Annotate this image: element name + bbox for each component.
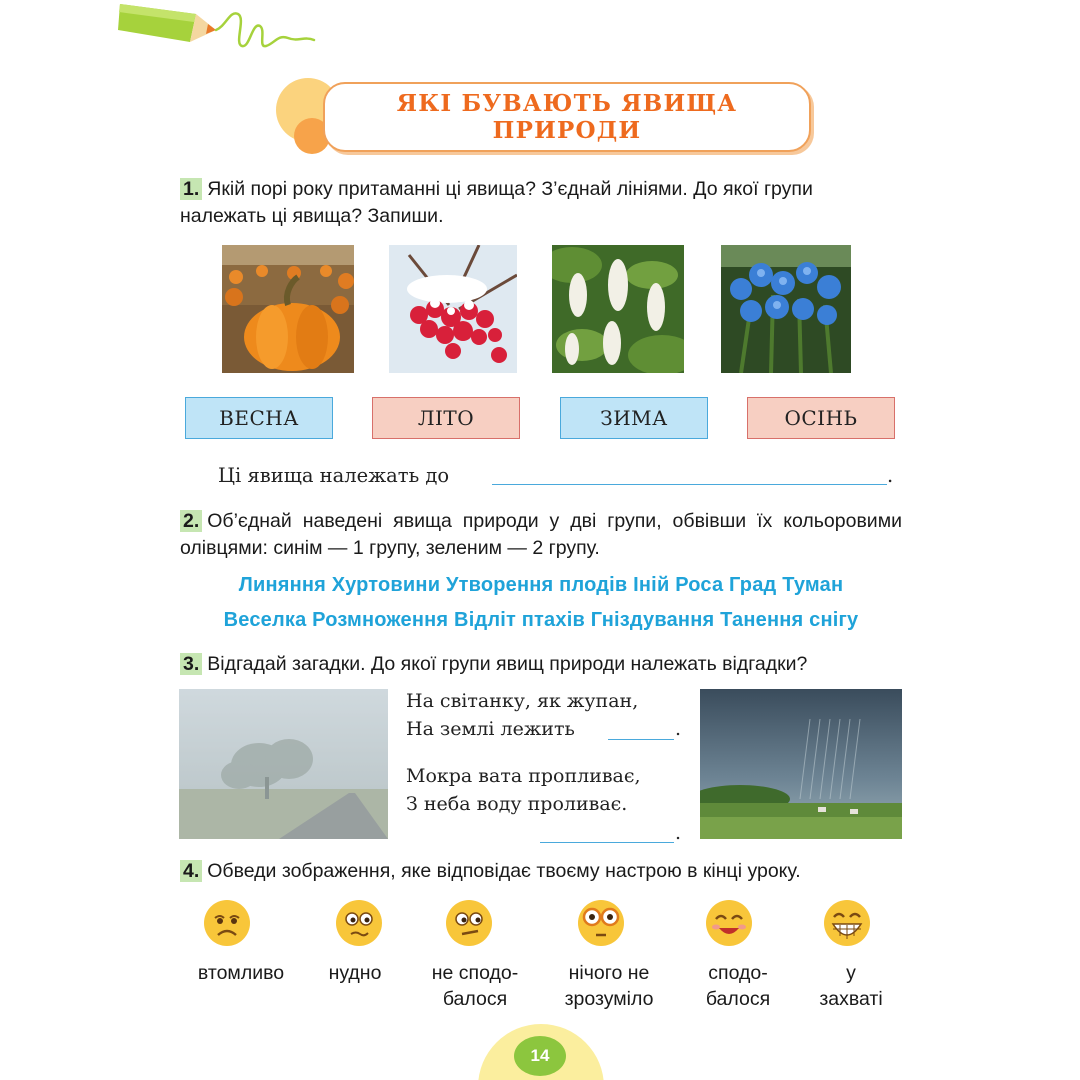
task-number: 1. bbox=[180, 178, 202, 200]
disliked-face-icon[interactable] bbox=[444, 898, 494, 948]
fog-photo bbox=[179, 689, 388, 839]
task-number: 4. bbox=[180, 860, 202, 882]
pencil-icon bbox=[118, 0, 328, 70]
task-3 bbox=[180, 651, 902, 678]
page-number: 14 bbox=[514, 1036, 566, 1076]
season-card-autumn[interactable] bbox=[747, 397, 895, 439]
rowan-snow-photo bbox=[389, 245, 517, 373]
season-label: ВЕСНА bbox=[219, 406, 299, 430]
page-title bbox=[323, 82, 811, 152]
delighted-face-icon[interactable] bbox=[822, 898, 872, 948]
task-text: Відгадай загадки. До якої групи явищ природи належать відгадки? bbox=[207, 653, 808, 675]
riddle-1-answer-blank[interactable] bbox=[608, 739, 674, 740]
task-text: Обведи зображення, яке відповідає твоєму настрою в кінці уроку. bbox=[207, 860, 801, 882]
riddle-2-dot: . bbox=[675, 822, 682, 844]
fill-in-end: . bbox=[887, 464, 894, 487]
answer-blank[interactable] bbox=[492, 484, 887, 485]
mood-label-delighted: у захваті bbox=[819, 962, 883, 1010]
bored-face-icon[interactable] bbox=[334, 898, 384, 948]
task-number: 2. bbox=[180, 510, 202, 532]
task-text: Об’єднай наведені явища природи у дві групи, обвівши їх кольоровими олівцями: синім — 1 групу, зеленим — 2 групу. bbox=[180, 510, 902, 559]
riddle-line: З неба воду проливає. bbox=[406, 793, 628, 815]
riddle-1-dot: . bbox=[675, 718, 682, 740]
riddle-line: На землі лежить bbox=[406, 718, 575, 740]
season-label: ЛІТО bbox=[417, 406, 475, 430]
season-card-spring[interactable] bbox=[185, 397, 333, 439]
task-1 bbox=[180, 176, 902, 230]
chestnut-blossom-photo bbox=[552, 245, 684, 373]
task-number: 3. bbox=[180, 653, 202, 675]
mood-label-tired: втомливо bbox=[197, 962, 285, 984]
happy-face-icon[interactable] bbox=[704, 898, 754, 948]
confused-glasses-face-icon[interactable] bbox=[576, 898, 626, 948]
rain-cloud-photo bbox=[700, 689, 902, 839]
pumpkin-photo bbox=[222, 245, 354, 373]
task-2 bbox=[180, 508, 902, 562]
season-label: ЗИМА bbox=[600, 406, 668, 430]
riddle-line: Мокра вата пропливає, bbox=[406, 765, 641, 787]
riddle-1 bbox=[406, 687, 638, 743]
tired-face-icon[interactable] bbox=[202, 898, 252, 948]
mood-label-not-understood: нічого не зрозуміло bbox=[564, 962, 654, 1010]
phenomena-list-line1: Линяння Хуртовини Утворення плодів Іній Роса Град Туман bbox=[238, 574, 844, 596]
riddle-2-answer-blank[interactable] bbox=[540, 842, 674, 843]
mood-label-liked: сподо- балося bbox=[705, 962, 771, 1010]
season-card-summer[interactable] bbox=[372, 397, 520, 439]
phenomena-list-line2: Веселка Розмноження Відліт птахів Гніздування Танення снігу bbox=[223, 609, 859, 631]
page-title-line2: ПРИРОДИ bbox=[492, 117, 642, 144]
mood-label-disliked: не сподо- балося bbox=[431, 962, 519, 1010]
page-title-line1: ЯКІ БУВАЮТЬ ЯВИЩА bbox=[396, 90, 738, 117]
scilla-flowers-photo bbox=[721, 245, 851, 373]
riddle-2 bbox=[406, 762, 641, 818]
task-text: Якій порі року притаманні ці явища? З’єднай лініями. До якої групи належать ці явища? Запиши. bbox=[180, 178, 813, 227]
season-card-winter[interactable] bbox=[560, 397, 708, 439]
task-4 bbox=[180, 858, 902, 885]
season-label: ОСІНЬ bbox=[784, 406, 858, 430]
riddle-line: На світанку, як жупан, bbox=[406, 690, 639, 712]
mood-label-bored: нудно bbox=[328, 962, 382, 984]
fill-in-prefix: Ці явища належать до bbox=[218, 464, 450, 487]
